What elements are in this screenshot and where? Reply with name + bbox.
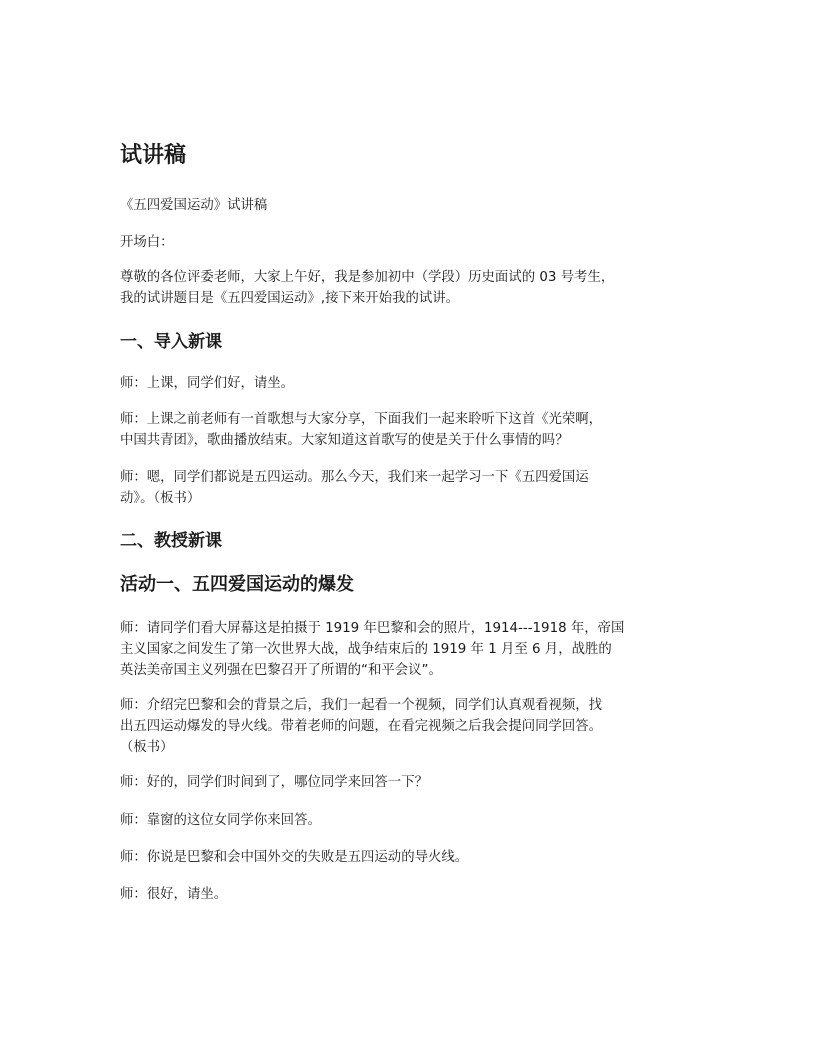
paragraph-line: 师：介绍完巴黎和会的背景之后，我们一起看一个视频，同学们认真观看视频，找 <box>120 698 603 713</box>
paragraph-line: 师：请同学们看大屏幕这是拍摄于 1919 年巴黎和会的照片，1914---1918 年，帝国 <box>120 621 625 636</box>
paragraph-line: 师：好的，同学们时间到了，哪位同学来回答一下？ <box>120 775 428 790</box>
paragraph-line: 出五四运动爆发的导火线。带着老师的问题，在看完视频之后我会提问同学回答。 <box>120 719 603 734</box>
document-page <box>120 0 700 1056</box>
paragraph-line: 师：很好，请坐。 <box>120 887 228 902</box>
paragraph <box>120 810 700 831</box>
paragraph-line: 尊敬的各位评委老师，大家上午好，我是参加初中（学段）历史面试的 03 号考生， <box>120 270 615 285</box>
activity-heading: 活动一、五四爱国运动的爆发 <box>120 574 354 595</box>
paragraph-line: 中国共青团》，歌曲播放结束。大家知道这首歌写的使是关于什么事情的吗？ <box>120 433 569 448</box>
paragraph <box>120 695 700 758</box>
paragraph <box>120 467 700 509</box>
paragraph-line: 师：上课之前老师有一首歌想与大家分享，下面我们一起来聆听下这首《光荣啊， <box>120 412 603 427</box>
document-subtitle: 《五四爱国运动》试讲稿 <box>120 198 268 213</box>
paragraph-line: （板书） <box>120 740 174 755</box>
paragraph-line: 我的试讲题目是《五四爱国运动》,接下来开始我的试讲。 <box>120 291 460 306</box>
paragraph-line: 师：嗯，同学们都说是五四运动。那么今天，我们来一起学习一下《五四爱国运 <box>120 470 589 485</box>
paragraph-line: 英法美帝国主义列强在巴黎召开了所谓的“和平会议”。 <box>120 663 442 678</box>
paragraph-line: 动》。（板书） <box>120 491 201 506</box>
section-heading-teaching: 二、教授新课 <box>120 531 222 551</box>
paragraph <box>120 772 700 793</box>
paragraph <box>120 618 700 681</box>
document-title: 试讲稿 <box>120 143 187 168</box>
paragraph-line: 师：靠窗的这位女同学你来回答。 <box>120 813 321 828</box>
opening-label: 开场白： <box>120 235 174 250</box>
section-heading-intro: 一、导入新课 <box>120 332 222 352</box>
paragraph <box>120 847 700 868</box>
paragraph <box>120 373 700 394</box>
paragraph <box>120 409 700 451</box>
paragraph-line: 师：上课，同学们好，请坐。 <box>120 376 295 391</box>
paragraph-line: 主义国家之间发生了第一次世界大战，战争结束后的 1919 年 1 月至 6 月，战胜的 <box>120 642 612 657</box>
opening-paragraph <box>120 267 700 309</box>
paragraph-line: 师：你说是巴黎和会中国外交的失败是五四运动的导火线。 <box>120 850 469 865</box>
paragraph <box>120 884 700 905</box>
